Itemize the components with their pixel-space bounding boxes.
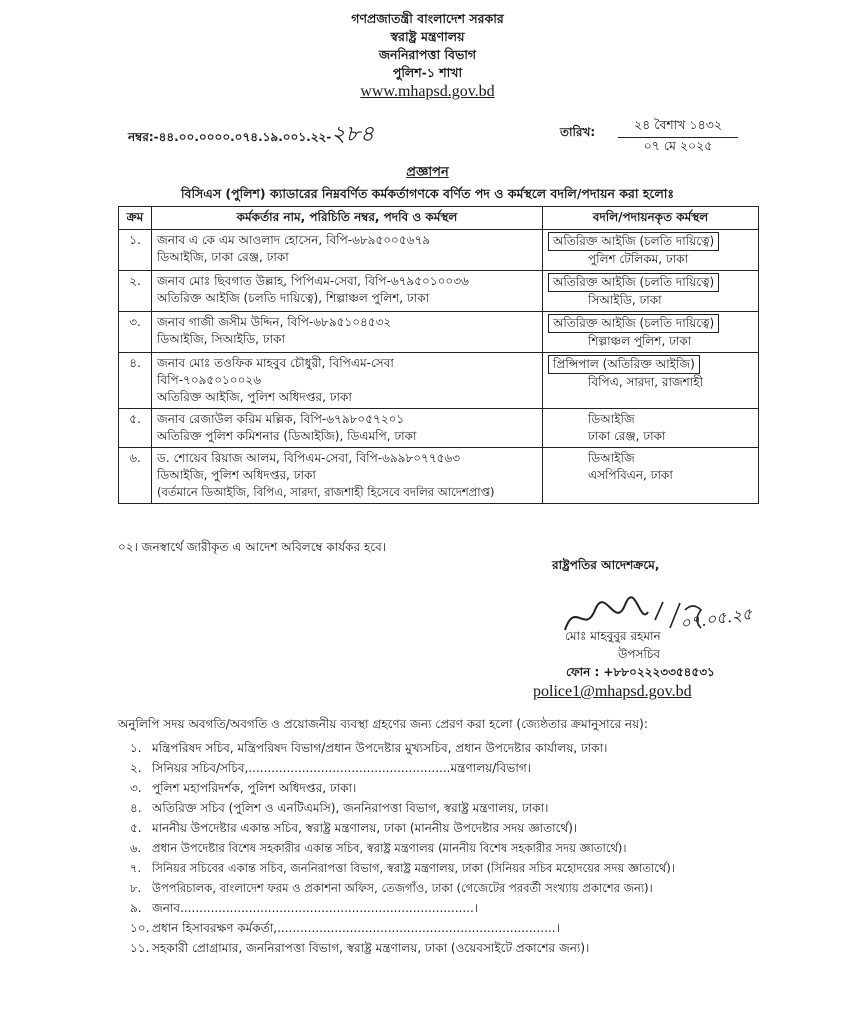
list-item: ৫. মাননীয় উপদেষ্টার একান্ত সচিব, স্বরাষ্ট্র মন্ত্রণালয়, ঢাকা (মাননীয় উপদেষ্টার সদয় জ্ঞাতার্থে)।: [130, 821, 578, 835]
row-posting: [543, 353, 759, 409]
table-header-row: [119, 207, 759, 230]
date-bangla: ২৪ বৈশাখ ১৪৩২: [634, 117, 722, 132]
header-ministry: স্বরাষ্ট্র মন্ত্রণালয়: [390, 29, 465, 44]
list-item: ১. মন্ত্রিপরিষদ সচিব, মন্ত্রিপরিষদ বিভাগ/প্রধান উপদেষ্টার মুখ্যসচিব, প্রধান উপদেষ্টার কার্যালয়, ঢাকা।: [130, 741, 608, 755]
list-item: ৮. উপপরিচালক, বাংলাদেশ ফরম ও প্রকাশনা অফিস, তেজগাঁও, ঢাকা (গেজেটের পরবর্তী সংখ্যায় প্রকাশের জন্য)।: [130, 881, 653, 895]
row-serial: ৪.: [119, 353, 152, 409]
list-item: ৯. জনাব.............................................................................।: [130, 901, 479, 915]
posting-line: শিল্পাঞ্চল পুলিশ, ঢাকা: [588, 334, 692, 348]
transfer-table: [118, 206, 759, 504]
officer-line: জনাব এ কে এম আওলাদ হোসেন, বিপি-৬৮৯৫০০৫৬৭৯: [157, 233, 431, 247]
officer-line: অতিরিক্ত পুলিশ কমিশনার (ডিআইজি), ডিএমপি, ঢাকা: [157, 429, 417, 443]
officer-line: ডিআইজি, ঢাকা রেঞ্জ, ঢাকা: [157, 250, 289, 264]
list-item: ৬. প্রধান উপদেষ্টার বিশেষ সহকারীর একান্ত সচিব, স্বরাষ্ট্র মন্ত্রণালয় (মাননীয় বিশেষ সহকারীর সদয় জ্ঞাতার্থে)।: [130, 841, 627, 855]
header-division: জননিরাপত্তা বিভাগ: [378, 47, 477, 62]
list-item: ১১. সহকারী প্রোগ্রামার, জননিরাপত্তা বিভাগ, স্বরাষ্ট্র মন্ত্রণালয়, ঢাকা (ওয়েবসাইটে প্রকাশের জন্য)।: [130, 941, 590, 955]
signatory-email[interactable]: police1@mhapsd.gov.bd: [533, 683, 692, 700]
posting-line: অতিরিক্ত আইজি (চলতি দায়িত্বে): [548, 273, 719, 292]
order-line: রাষ্ট্রপতির আদেশক্রমে,: [552, 558, 660, 572]
officer-line: অতিরিক্ত আইজি, পুলিশ অধিদপ্তর, ঢাকা: [157, 390, 352, 404]
list-item: ১০. প্রধান হিসাবরক্ষণ কর্মকর্তা,.........................................................................।: [130, 921, 560, 935]
officer-line: জনাব মোঃ তওফিক মাহবুব চৌধুরী, বিপিএম-সেবা: [157, 356, 394, 370]
posting-line: বিপিএ, সারদা, রাজশাহী: [588, 375, 704, 389]
row-serial: ৬.: [119, 448, 152, 504]
row-posting: [543, 271, 759, 312]
row-serial: ২.: [119, 271, 152, 312]
posting-line: ডিআইজি: [588, 412, 635, 426]
officer-line: বিপি-৭০৯৫০১০০২৬: [157, 373, 261, 387]
signatory-designation: উপসচিব: [618, 647, 661, 661]
header-posting: বদলি/পদায়নকৃত কর্মস্থল: [543, 207, 759, 230]
list-item: ৩. পুলিশ মহাপরিদর্শক, পুলিশ অধিদপ্তর, ঢাকা।: [130, 781, 357, 795]
row-officer: [152, 409, 543, 448]
list-item: ৪. অতিরিক্ত সচিব (পুলিশ ও এনটিএমসি), জননিরাপত্তা বিভাগ, স্বরাষ্ট্র মন্ত্রণালয়, ঢাকা।: [130, 801, 549, 815]
row-officer: [152, 353, 543, 409]
copy-intro: অনুলিপি সদয় অবগতি/অবগতি ও প্রয়োজনীয় ব্যবস্থা গ্রহণের জন্য প্রেরণ করা হলো (জ্যেষ্ঠতার ক্রমানুসারে নয়):: [118, 717, 648, 731]
posting-line: এসপিবিএন, ঢাকা: [588, 468, 673, 482]
notice-title: প্রজ্ঞাপন: [406, 165, 449, 180]
officer-line: জনাব মোঃ ছিবগাত উল্লাহ, পিপিএম-সেবা, বিপি-৬৭৯৫০১০০৩৬: [157, 274, 469, 288]
posting-line: পুলিশ টেলিকম, ঢাকা: [588, 252, 689, 266]
row-posting: [543, 230, 759, 271]
row-officer: [152, 271, 543, 312]
row-officer: [152, 448, 543, 504]
table-row: [119, 312, 759, 353]
row-posting: [543, 312, 759, 353]
header-government: গণপ্রজাতন্ত্রী বাংলাদেশ সরকার: [351, 11, 504, 26]
list-item: ৭. সিনিয়র সচিবের একান্ত সচিব, জননিরাপত্তা বিভাগ, স্বরাষ্ট্র মন্ত্রণালয়, ঢাকা (সিনিয়র সচিব মহোদয়ের সদয় জ্ঞাতার্থে)।: [130, 861, 675, 875]
date-label: তারিখ:: [560, 125, 596, 139]
memo-number-prefix: নম্বর:-৪৪.০০.০০০০.০৭৪.১৯.০০১.২২-: [128, 130, 332, 144]
memo-number: [128, 117, 374, 154]
row-officer: [152, 230, 543, 271]
date-block: [618, 117, 738, 158]
row-serial: ৩.: [119, 312, 152, 353]
row-posting: [543, 448, 759, 504]
officer-line: জনাব গাজী জসীম উদ্দিন, বিপি-৬৮৯৫১০৪৫৩২: [157, 315, 392, 329]
posting-line: প্রিন্সিপাল (অতিরিক্ত আইজি): [548, 355, 700, 374]
posting-line: ঢাকা রেঞ্জ, ঢাকা: [588, 429, 666, 443]
header-officer: কর্মকর্তার নাম, পরিচিতি নম্বর, পদবি ও কর্মস্থল: [152, 207, 543, 230]
row-officer: [152, 312, 543, 353]
officer-line: (বর্তমানে ডিআইজি, বিপিএ, সারদা, রাজশাহী হিসেবে বদলির আদেশপ্রাপ্ত): [157, 485, 495, 499]
notice-intro: বিসিএস (পুলিশ) ক্যাডারের নিম্নবর্ণিত কর্মকর্তাগণকে বর্ণিত পদ ও কর্মস্থলে বদলি/পদায়ন করা হলোঃ: [180, 186, 675, 201]
table-row: [119, 271, 759, 312]
posting-line: ডিআইজি: [588, 451, 635, 465]
header-website[interactable]: www.mhapsd.gov.bd: [360, 83, 495, 100]
header-branch: পুলিশ-১ শাখা: [392, 65, 463, 80]
table-row: [119, 448, 759, 504]
posting-line: সিআইডি, ঢাকা: [588, 293, 662, 307]
officer-line: জনাব রেজাউল করিম মল্লিক, বিপি-৬৭৯৮০৫৭২০১: [157, 412, 405, 426]
officer-line: অতিরিক্ত আইজি (চলতি দায়িত্বে), শিল্পাঞ্চল পুলিশ, ঢাকা: [157, 291, 430, 305]
officer-line: ডিআইজি, সিআইডি, ঢাকা: [157, 332, 285, 346]
signature-date: ০৭.০৫.২৫: [678, 604, 754, 633]
officer-line: ডিআইজি, পুলিশ অধিদপ্তর, ঢাকা: [157, 468, 316, 482]
document-header: [0, 10, 855, 102]
posting-line: অতিরিক্ত আইজি (চলতি দায়িত্বে): [548, 314, 719, 333]
list-item: ২. সিনিয়র সচিব/সচিব,.....................................................মন্ত্রণালয়/বিভাগ।: [130, 761, 531, 775]
officer-line: ড. শোয়েব রিয়াজ আলম, বিপিএম-সেবা, বিপি-৬৯৯৮০৭৭৫৬৩: [157, 451, 461, 465]
signatory-phone: ফোন : +৮৮০২২২৩৩৫৪৫৩১: [566, 665, 715, 679]
table-row: [119, 409, 759, 448]
memo-number-handwritten: ২৮৪: [331, 122, 375, 147]
header-serial: ক্রম: [119, 207, 152, 230]
signatory-name: মোঃ মাহবুবুর রহমান: [565, 629, 661, 643]
table-row: [119, 230, 759, 271]
posting-line: অতিরিক্ত আইজি (চলতি দায়িত্বে): [548, 232, 719, 251]
table-row: [119, 353, 759, 409]
row-serial: ১.: [119, 230, 152, 271]
date-english: ০৭ মে ২০২৫: [643, 138, 713, 153]
row-serial: ৫.: [119, 409, 152, 448]
row-posting: [543, 409, 759, 448]
clause-effective: ০২। জনস্বার্থে জারীকৃত এ আদেশ অবিলম্বে কার্যকর হবে।: [118, 540, 387, 554]
